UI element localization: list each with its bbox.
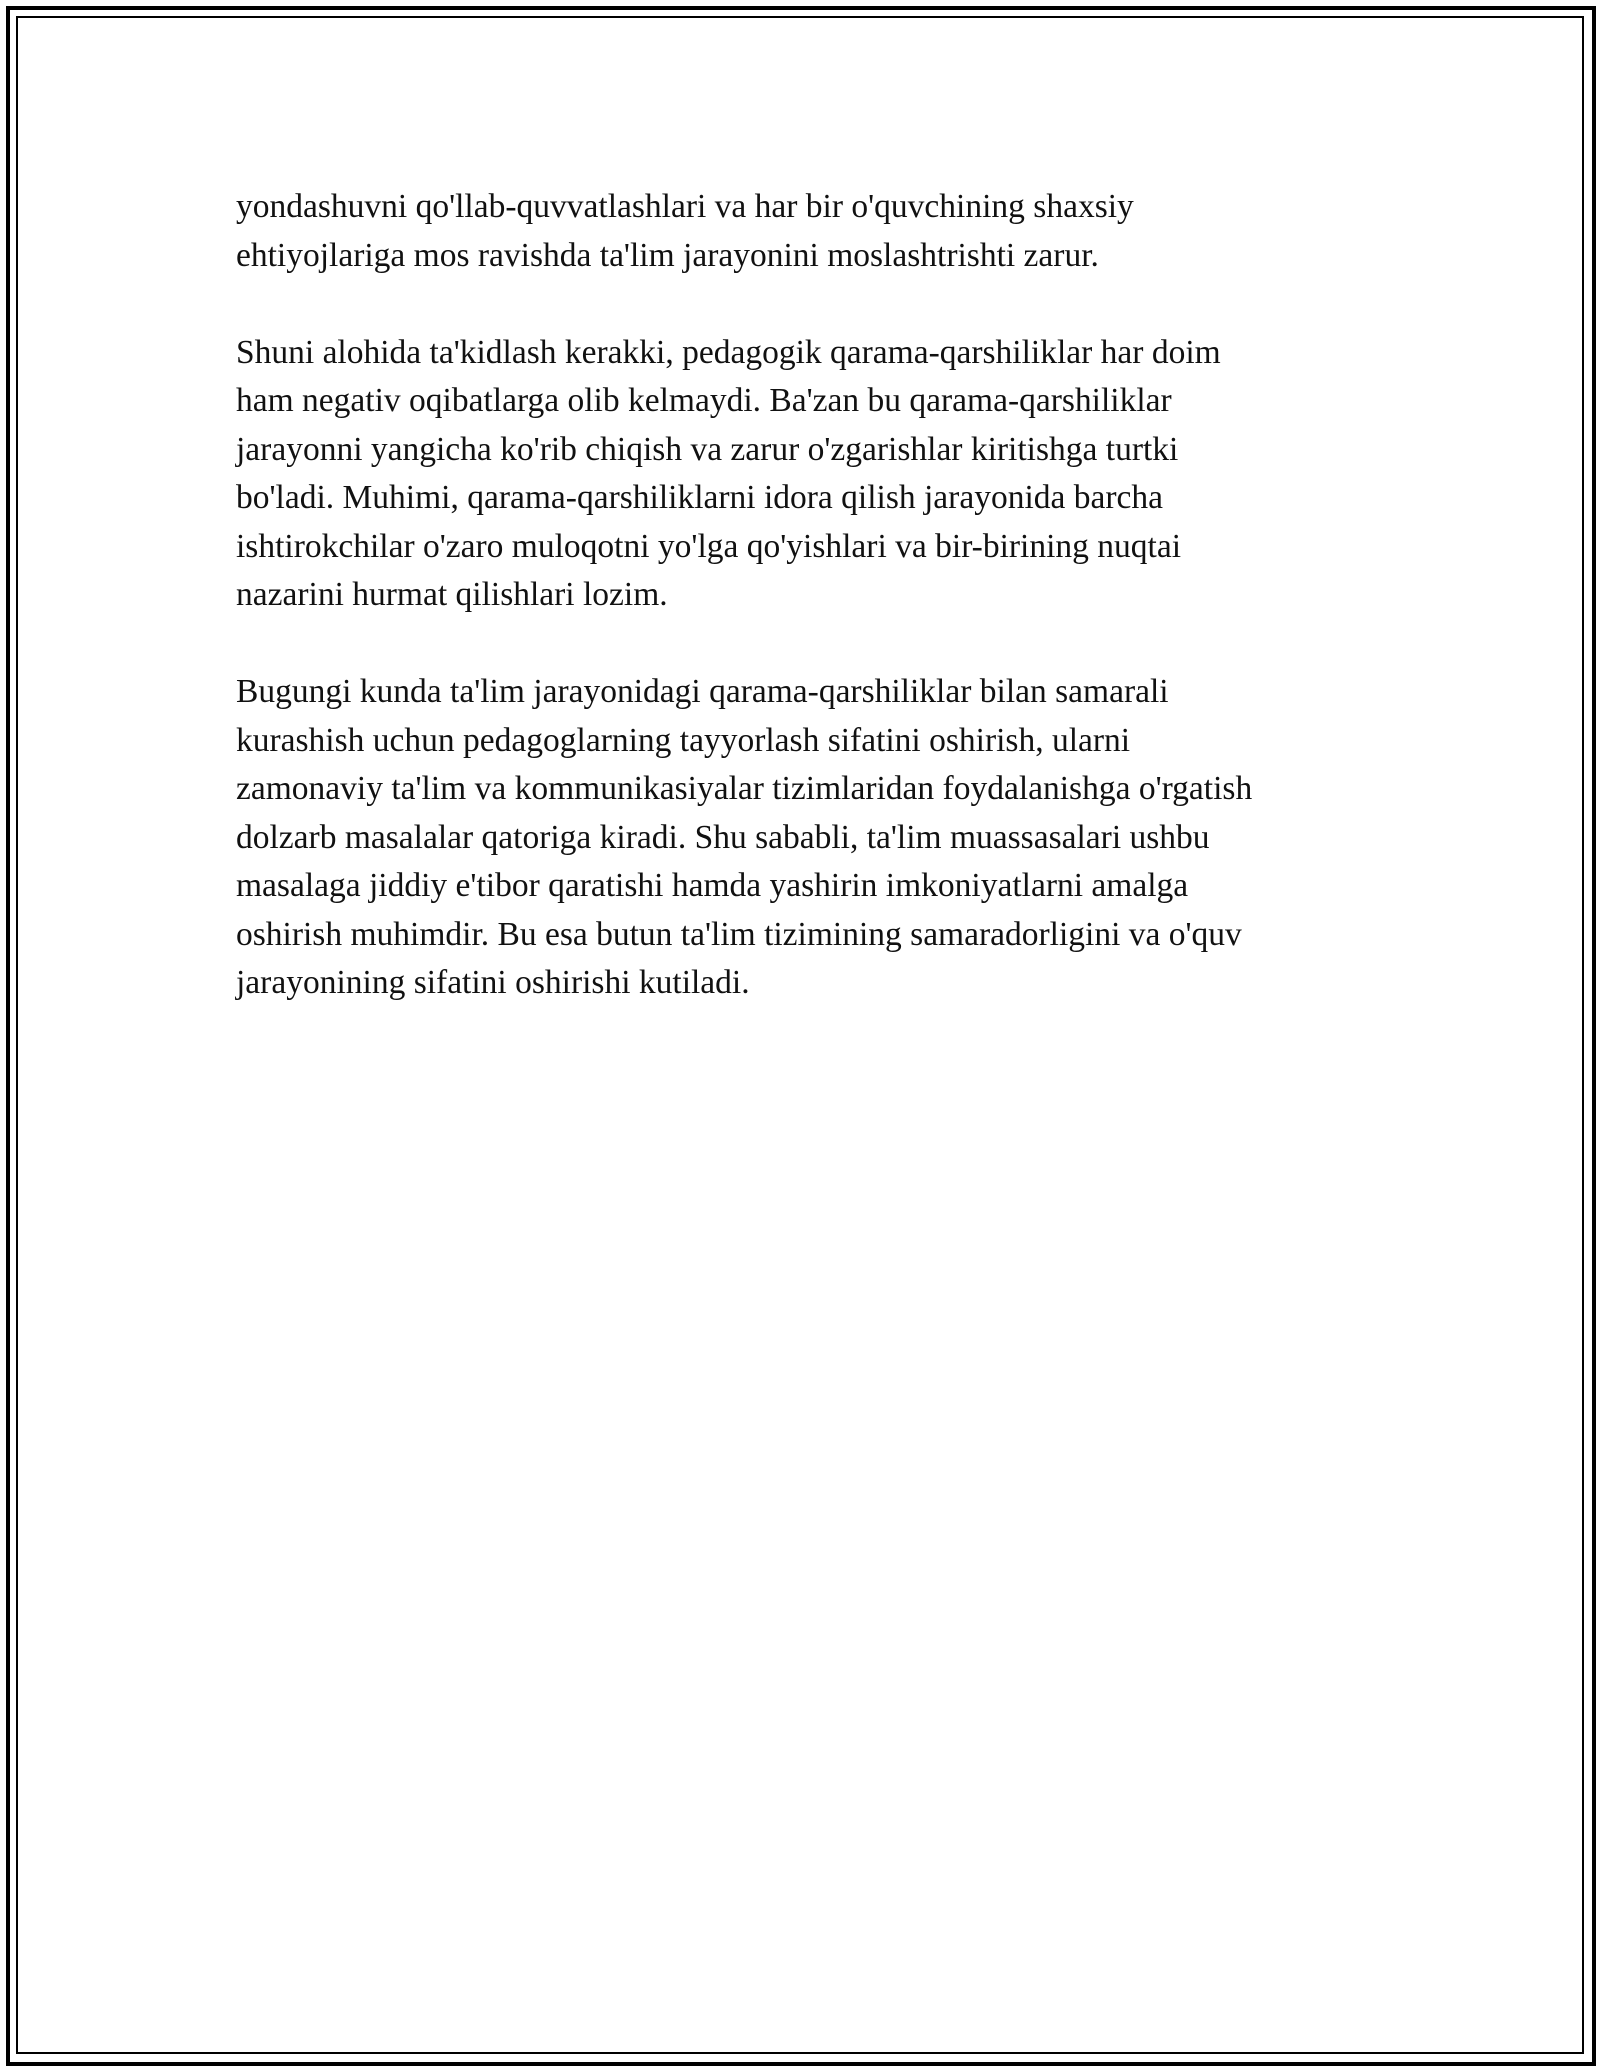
paragraph-3: Bugungi kunda ta'lim jarayonidagi qarama-qarshiliklar bilan samarali kurashish uchun pedagoglarning tayyorlash sifatini oshirish, ularni zamonaviy ta'lim va kommunikasiyalar tizimlaridan foydalanishga o'rgatish dolzarb masalalar qatoriga kiradi. Shu sababli, ta'lim muassasalari ushbu masalaga jiddiy e'tibor qaratishi hamda yashirin imkoniyatlarni amalga oshirish muhimdir. Bu esa butun ta'lim tizimining samaradorligini va o'quv jarayonining sifatini oshirishi kutiladi. xyxy=(236,673,1253,1001)
paragraph-2: Shuni alohida ta'kidlash kerakki, pedagogik qarama-qarshiliklar har doim ham negativ oqibatlarga olib kelmaydi. Ba'zan bu qarama-qarshiliklar jarayonni yangicha ko'rib chiqish va zarur o'zgarishlar kiritishga turtki bo'ladi. Muhimi, qarama-qarshiliklarni idora qilish jarayonida barcha ishtirokchilar o'zaro muloqotni yo'lga qo'yishlari va bir-birining nuqtai nazarini hurmat qilishlari lozim. xyxy=(236,333,1221,613)
paragraph-1: yondashuvni qo'llab-quvvatlashlari va har bir o'quvchining shaxsiy ehtiyojlariga mos ravishda ta'lim jarayonini moslashtrishti zarur. xyxy=(236,188,1134,274)
document-body xyxy=(236,183,1386,1056)
